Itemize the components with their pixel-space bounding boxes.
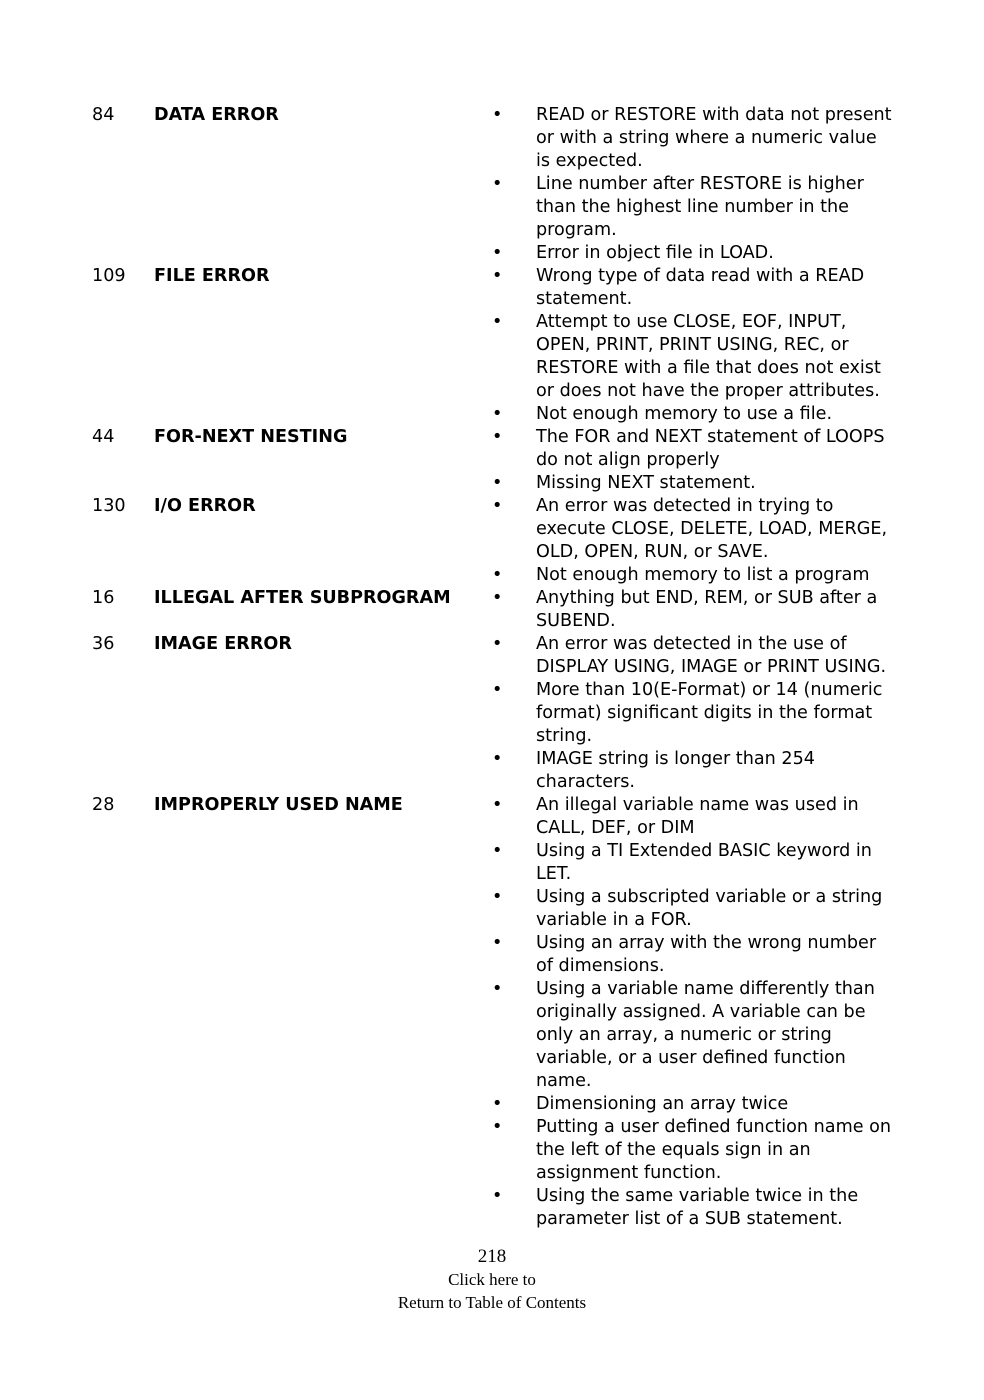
cause-list xyxy=(92,265,892,426)
error-code: 84 xyxy=(92,105,115,125)
toc-link-line-2[interactable]: Return to Table of Contents xyxy=(397,1293,587,1312)
error-entry xyxy=(92,794,892,1231)
cause-item: • READ or RESTORE with data not present or with a string where a numeric value is expected. xyxy=(536,104,892,173)
cause-item: • Line number after RESTORE is higher than the highest line number in the program. xyxy=(536,173,892,242)
cause-list xyxy=(92,104,892,265)
cause-item: • Attempt to use CLOSE, EOF, INPUT, OPEN, PRINT, PRINT USING, REC, or RESTORE with a file that does not exist or does not have the proper attributes. xyxy=(536,311,892,403)
cause-item: • Not enough memory to use a file. xyxy=(536,403,892,426)
cause-item: • Using a subscripted variable or a string variable in a FOR. xyxy=(536,886,892,932)
error-code: 28 xyxy=(92,795,115,815)
cause-item: • Dimensioning an array twice xyxy=(536,1093,892,1116)
error-entry xyxy=(92,633,892,794)
cause-list xyxy=(92,633,892,794)
error-entry xyxy=(92,265,892,426)
cause-item: • Anything but END, REM, or SUB after a SUBEND. xyxy=(536,587,892,633)
cause-item: • Wrong type of data read with a READ statement. xyxy=(536,265,892,311)
error-name: DATA ERROR xyxy=(154,105,279,125)
toc-link-line-1[interactable]: Click here to xyxy=(448,1270,536,1289)
error-code: 16 xyxy=(92,588,115,608)
cause-item: • Not enough memory to list a program xyxy=(536,564,892,587)
error-name: IMPROPERLY USED NAME xyxy=(154,795,403,815)
cause-item: • The FOR and NEXT statement of LOOPS do not align properly xyxy=(536,426,892,472)
error-entry xyxy=(92,587,892,633)
error-code: 130 xyxy=(92,496,126,516)
page-number: 218 xyxy=(477,1246,507,1267)
cause-item: • More than 10(E-Format) or 14 (numeric format) significant digits in the format string. xyxy=(536,679,892,748)
cause-item: • An illegal variable name was used in CALL, DEF, or DIM xyxy=(536,794,892,840)
error-message-list xyxy=(92,104,892,1231)
error-entry xyxy=(92,495,892,587)
error-name: ILLEGAL AFTER SUBPROGRAM xyxy=(154,588,451,608)
cause-item: • Using a variable name differently than originally assigned. A variable can be only an array, a numeric or string variable, or a user defined function name. xyxy=(536,978,892,1093)
error-code: 109 xyxy=(92,266,126,286)
error-name: FOR-NEXT NESTING xyxy=(154,427,348,447)
cause-item: • An error was detected in the use of DISPLAY USING, IMAGE or PRINT USING. xyxy=(536,633,892,679)
cause-item: • Using an array with the wrong number of dimensions. xyxy=(536,932,892,978)
cause-item: • Putting a user defined function name on the left of the equals sign in an assignment function. xyxy=(536,1116,892,1185)
error-name: I/O ERROR xyxy=(154,496,256,516)
error-name: FILE ERROR xyxy=(154,266,270,286)
error-entry xyxy=(92,426,892,495)
error-entry xyxy=(92,104,892,265)
cause-item: • Error in object file in LOAD. xyxy=(536,242,892,265)
cause-list xyxy=(92,794,892,1231)
cause-item: • Using the same variable twice in the parameter list of a SUB statement. xyxy=(536,1185,892,1231)
error-name: IMAGE ERROR xyxy=(154,634,292,654)
error-code: 36 xyxy=(92,634,115,654)
error-code: 44 xyxy=(92,427,115,447)
cause-item: • Missing NEXT statement. xyxy=(536,472,892,495)
cause-item: • Using a TI Extended BASIC keyword in LET. xyxy=(536,840,892,886)
cause-item: • IMAGE string is longer than 254 characters. xyxy=(536,748,892,794)
cause-item: • An error was detected in trying to execute CLOSE, DELETE, LOAD, MERGE, OLD, OPEN, RUN, or SAVE. xyxy=(536,495,892,564)
